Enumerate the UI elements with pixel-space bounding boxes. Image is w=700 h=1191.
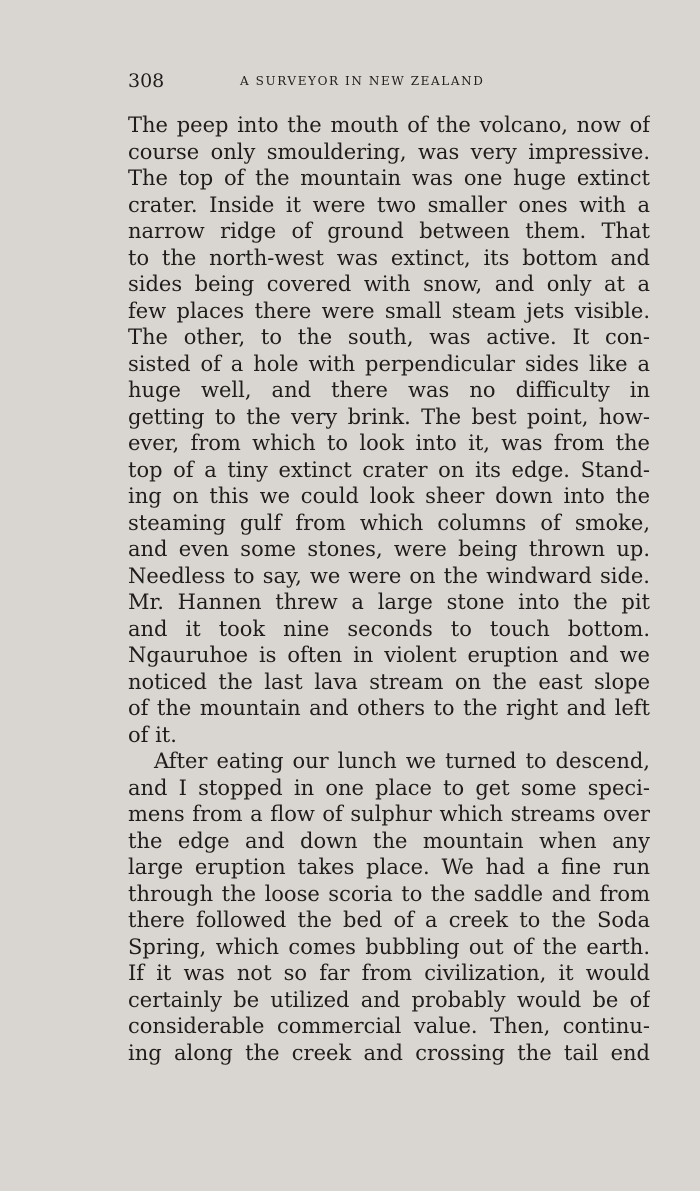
text-line: and it took nine seconds to touch bottom.: [128, 616, 650, 641]
text-line: ing along the creek and crossing the tail end: [128, 1040, 650, 1065]
text-line: huge well, and there was no difficulty in: [128, 378, 650, 402]
text-line: few places there were small steam jets visible.: [128, 298, 650, 323]
text-line: steaming gulf from which columns of smoke,: [128, 510, 650, 535]
text-line: the edge and down the mountain when any: [128, 828, 650, 853]
text-line: and I stopped in one place to get some speci-: [128, 775, 650, 800]
text-line: The top of the mountain was one huge extinct: [128, 166, 650, 190]
paragraph-1: [128, 112, 650, 748]
text-line: Mr. Hannen threw a large stone into the pit: [128, 590, 650, 614]
page-number: 308: [128, 70, 165, 92]
text-line: course only smouldering, was very impressive.: [128, 139, 650, 164]
running-head: A SURVEYOR IN NEW ZEALAND: [240, 74, 485, 88]
text-line: After eating our lunch we turned to descend,: [154, 749, 650, 773]
text-line: sides being covered with snow, and only at a: [128, 272, 650, 296]
text-line: and even some stones, were being thrown up.: [128, 537, 650, 561]
text-line: ever, from which to look into it, was from the: [128, 431, 650, 455]
text-line: getting to the very brink. The best point, how-: [128, 404, 650, 429]
text-line: top of a tiny extinct crater on its edge. Stand-: [128, 457, 650, 482]
text-line: crater. Inside it were two smaller ones with a: [128, 192, 650, 217]
text-line: of the mountain and others to the right and left: [128, 696, 650, 720]
text-line: to the north-west was extinct, its bottom and: [128, 245, 650, 270]
text-line: Needless to say, we were on the windward side.: [128, 563, 650, 588]
body-text: [128, 112, 650, 1066]
text-line: through the loose scoria to the saddle and from: [128, 881, 650, 906]
paragraph-2: [128, 748, 650, 1066]
text-line: certainly be utilized and probably would be of: [128, 987, 650, 1012]
text-line: large eruption takes place. We had a fine run: [128, 855, 650, 879]
text-line: If it was not so far from civilization, it would: [128, 961, 650, 985]
text-line: there followed the bed of a creek to the Soda: [128, 908, 650, 932]
text-line: considerable commercial value. Then, continu-: [128, 1014, 650, 1038]
text-line: mens from a flow of sulphur which streams over: [128, 802, 650, 826]
text-line: noticed the last lava stream on the east slope: [128, 669, 650, 694]
text-line: Ngauruhoe is often in violent eruption and we: [128, 643, 650, 667]
text-line: Spring, which comes bubbling out of the earth.: [128, 934, 650, 959]
text-line: narrow ridge of ground between them. That: [128, 219, 650, 243]
text-line: sisted of a hole with perpendicular sides like a: [128, 351, 650, 376]
text-line: ing on this we could look sheer down into the: [128, 484, 650, 508]
text-line: The other, to the south, was active. It con-: [128, 325, 650, 349]
page-header: [128, 66, 650, 96]
text-line: The peep into the mouth of the volcano, now of: [128, 113, 650, 137]
text-line: of it.: [128, 722, 177, 747]
